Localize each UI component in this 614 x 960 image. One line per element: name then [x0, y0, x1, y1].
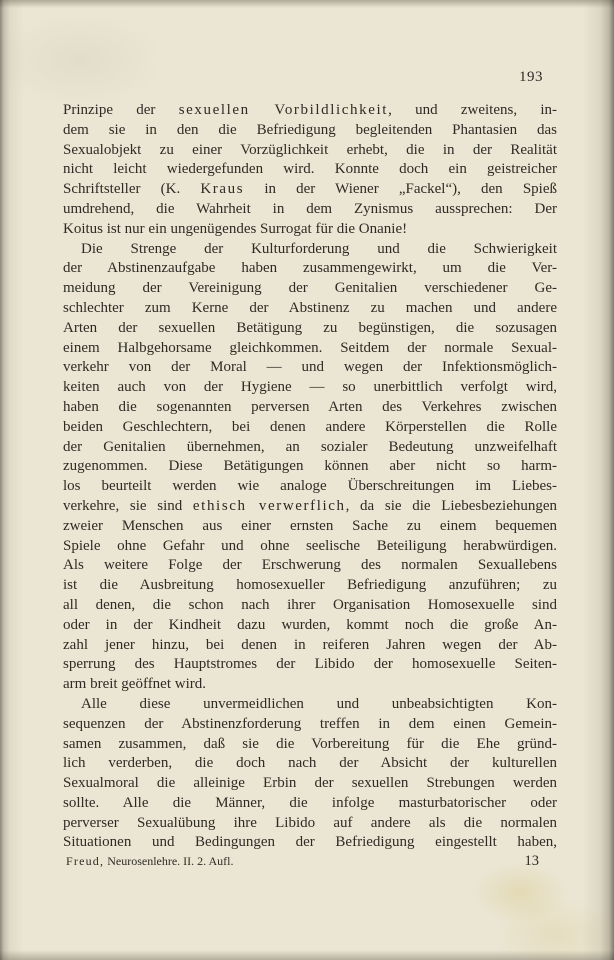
- text-line: Arten der sexuellen Betätigung zu begünstigen, die sozusagen: [63, 319, 557, 336]
- text-line: verkehr von der Moral — und wegen der Infektionsmöglich-: [63, 359, 557, 376]
- text-line: all denen, die schon nach ihrer Organisation Homosexuelle sind: [63, 596, 557, 613]
- text-line: der Genitalien übernehmen, an sozialer Bedeutung unzweifelhaft: [63, 438, 557, 455]
- text-line: zugenommen. Diese Betätigungen können aber nicht so harm-: [63, 458, 557, 475]
- text-line: Situationen und Bedingungen der Befriedigung eingestellt haben,: [63, 834, 557, 851]
- text-line: Die Strenge der Kulturforderung und die Schwierigkeit: [81, 240, 557, 257]
- page-number: 193: [519, 69, 543, 85]
- text-line: Prinzipe der sexuellen Vorbildlichkeit, und zweitens, in-: [63, 102, 558, 118]
- text-line: dem sie in den die Befriedigung begleitenden Phantasien das: [63, 121, 557, 138]
- signature-number: 13: [524, 853, 539, 869]
- page-footer: [63, 853, 557, 870]
- text-line: ist die Ausbreitung homosexueller Befriedigung anzuführen; zu: [63, 577, 557, 594]
- text-line: Sexualobjekt zu einer Vorzüglichkeit erhebt, die in der Realität: [63, 141, 557, 158]
- text-line: beiden Geschlechtern, bei denen andere Körperstellen die Rolle: [63, 418, 557, 435]
- text-line: perverser Sexualübung ihre Libido auf andere als die normalen: [63, 814, 557, 831]
- text-line: schlechter zum Kerne der Abstinenz zu machen und andere: [63, 299, 557, 316]
- text-line: zahl jener hinzu, bei denen in reiferen Jahren wegen der Ab-: [63, 636, 557, 653]
- footer-author: Freud,: [66, 854, 105, 868]
- text-line: Koitus ist nur ein ungenügendes Surrogat für die Onanie!: [63, 220, 408, 237]
- text-line: lich verderben, die doch nach der Absicht der kulturellen: [63, 755, 557, 772]
- text-line: los beurteilt werden wie analoge Überschreitungen im Liebes-: [63, 478, 557, 495]
- text-line: keiten auch von der Hygiene — so unerbittlich verfolgt wird,: [63, 379, 557, 396]
- text-line: Schriftsteller (K. Kraus in der Wiener „Fackel“), den Spieß: [63, 181, 557, 198]
- text-line: umdrehend, die Wahrheit in dem Zynismus aussprechen: Der: [63, 200, 557, 217]
- text-line: Als weitere Folge der Erschwerung des normalen Sexuallebens: [63, 557, 557, 574]
- text-line: samen zusammen, daß sie die Vorbereitung für die Ehe gründ-: [63, 735, 557, 752]
- text-line: Spiele ohne Gefahr und ohne seelische Beteiligung herabwürdigen.: [63, 537, 557, 554]
- letter-spaced-emphasis: ethisch verwerflich: [192, 497, 346, 514]
- text-block: [63, 101, 557, 853]
- text-line: zweier Menschen aus einer ernsten Sache zu einem bequemen: [63, 517, 557, 534]
- text-line: oder in der Kindheit dazu wurden, kommt noch die große An-: [63, 616, 557, 633]
- text-line: Sexualmoral die alleinige Erbin der sexuellen Strebungen werden: [63, 775, 557, 792]
- text-line: nicht leicht wiedergefunden wird. Konnte doch ein geistreicher: [63, 161, 557, 178]
- footer-citation: [63, 854, 234, 869]
- letter-spaced-emphasis: Kraus: [200, 181, 245, 198]
- text-line: einem Halbgehorsame gleichkommen. Seitdem der normale Sexual-: [63, 339, 557, 356]
- text-line: sollte. Alle die Männer, die infolge masturbatorischer oder: [63, 794, 557, 811]
- text-line: haben die sogenannten perversen Arten des Verkehres zwischen: [63, 398, 557, 415]
- text-line: meidung der Vereinigung der Genitalien verschiedener Ge-: [63, 280, 557, 297]
- letter-spaced-emphasis: sexuellen Vorbildlichkeit: [178, 102, 389, 118]
- text-line: sequenzen der Abstinenzforderung treffen in dem einen Gemein-: [63, 715, 557, 732]
- text-line: Alle diese unvermeidlichen und unbeabsichtigten Kon-: [81, 695, 557, 712]
- text-line: arm breit geöffnet wird.: [63, 676, 207, 693]
- text-line: verkehre, sie sind ethisch verwerflich, da sie die Liebesbeziehungen: [63, 497, 558, 514]
- text-line: der Abstinenzaufgabe haben zusammengewirkt, um die Ver-: [63, 260, 557, 277]
- text-line: sperrung des Hauptstromes der Libido der homosexuelle Seiten-: [63, 656, 557, 673]
- footer-title: Neurosenlehre. II. 2. Aufl.: [104, 854, 234, 868]
